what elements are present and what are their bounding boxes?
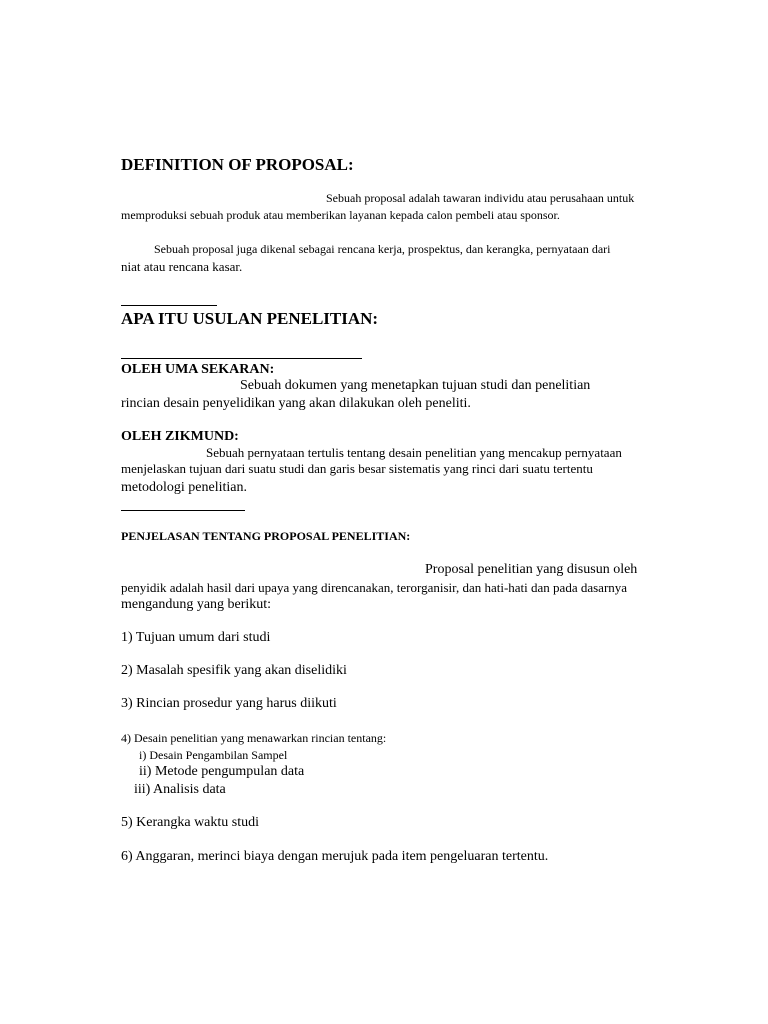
section-divider	[121, 305, 217, 306]
zikmund-line-1: Sebuah pernyataan tertulis tentang desain penelitian yang mencakup pernyataan	[206, 445, 622, 460]
definition-heading: DEFINITION OF PROPOSAL:	[121, 155, 354, 174]
list-item-5: 5) Kerangka waktu studi	[121, 815, 260, 830]
list-subitem-ii: ii) Metode pengumpulan data	[139, 764, 305, 779]
definition-paragraph-2-line-1: Sebuah proposal juga dikenal sebagai rencana kerja, prospektus, dan kerangka, pernyataan dari	[154, 242, 611, 256]
uma-sekaran-line-2: rincian desain penyelidikan yang akan dilakukan oleh peneliti.	[121, 396, 471, 411]
definition-paragraph-1-line-2: memproduksi sebuah produk atau memberikan layanan kepada calon pembeli atau sponsor.	[121, 208, 560, 222]
penjelasan-heading: PENJELASAN TENTANG PROPOSAL PENELITIAN:	[121, 529, 411, 543]
zikmund-line-3: metodologi penelitian.	[121, 480, 247, 495]
zikmund-line-2: menjelaskan tujuan dari suatu studi dan garis besar sistematis yang rinci dari suatu tertentu	[121, 461, 593, 476]
penjelasan-line-3: mengandung yang berikut:	[121, 597, 272, 612]
definition-paragraph-2-line-2: niat atau rencana kasar.	[121, 259, 243, 274]
penjelasan-line-2: penyidik adalah hasil dari upaya yang direncanakan, terorganisir, dan hati-hati dan pada dasarnya	[121, 580, 628, 595]
list-subitem-iii: iii) Analisis data	[134, 782, 226, 797]
list-item-6: 6) Anggaran, merinci biaya dengan merujuk pada item pengeluaran tertentu.	[121, 849, 549, 864]
uma-sekaran-heading: OLEH UMA SEKARAN:	[121, 362, 275, 377]
section-divider	[121, 510, 245, 511]
apa-itu-usulan-heading: APA ITU USULAN PENELITIAN:	[121, 309, 379, 328]
definition-paragraph-1-line-1: Sebuah proposal adalah tawaran individu atau perusahaan untuk	[326, 191, 635, 205]
list-subitem-i: i) Desain Pengambilan Sampel	[139, 748, 288, 762]
list-item-1: 1) Tujuan umum dari studi	[121, 630, 271, 645]
uma-sekaran-line-1: Sebuah dokumen yang menetapkan tujuan studi dan penelitian	[240, 378, 591, 393]
zikmund-heading: OLEH ZIKMUND:	[121, 429, 239, 444]
list-item-2: 2) Masalah spesifik yang akan diselidiki	[121, 663, 347, 678]
penjelasan-line-1: Proposal penelitian yang disusun oleh	[425, 562, 638, 577]
list-item-3: 3) Rincian prosedur yang harus diikuti	[121, 696, 337, 711]
list-item-4: 4) Desain penelitian yang menawarkan rincian tentang:	[121, 731, 387, 745]
section-divider	[121, 358, 362, 359]
